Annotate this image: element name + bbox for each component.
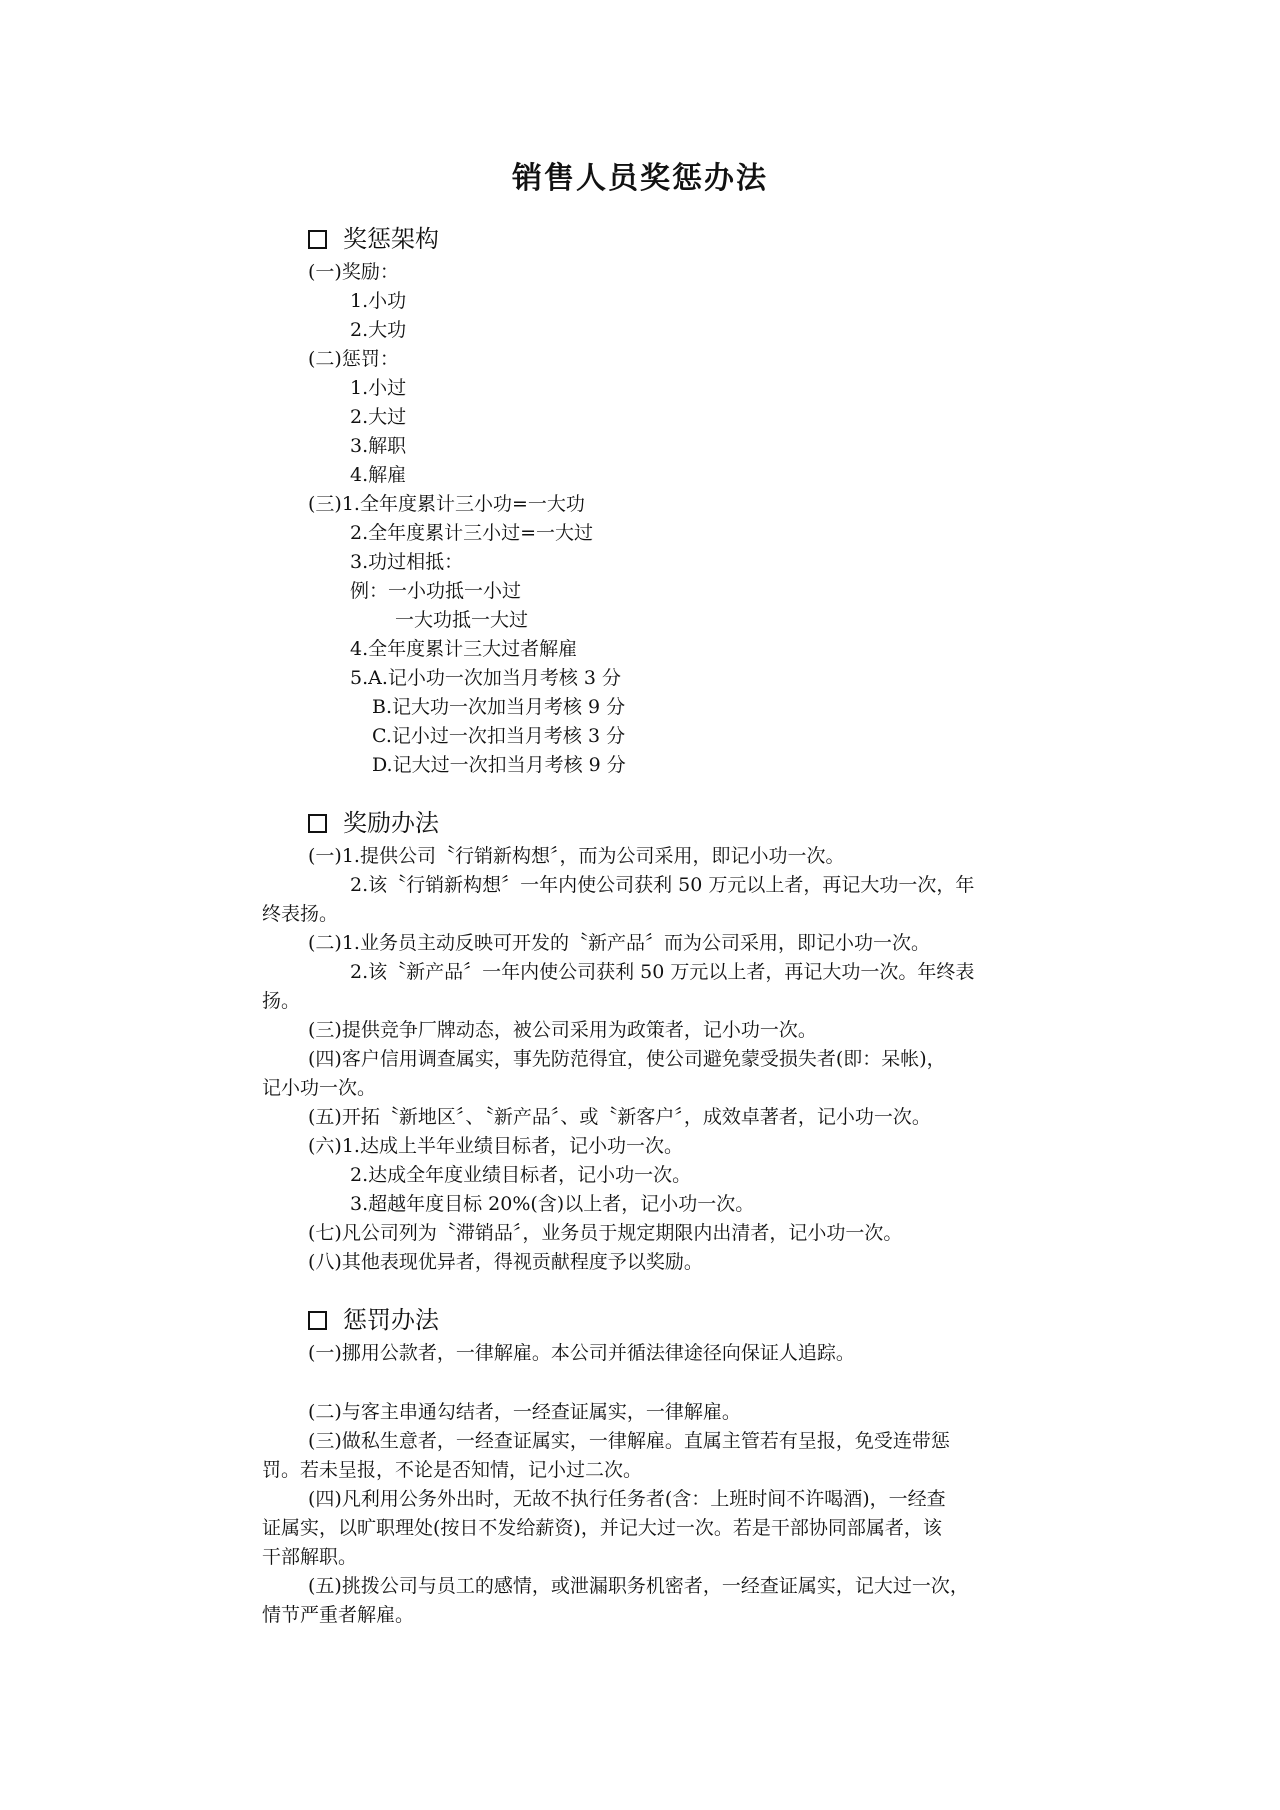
- text-line: 例：一小功抵一小过: [350, 580, 522, 602]
- text-line: (六)1.达成上半年业绩目标者，记小功一次。: [308, 1135, 683, 1157]
- section-heading-text: 奖励办法: [343, 809, 439, 837]
- document-title: 销售人员奖惩办法: [512, 161, 768, 196]
- checkbox-square-icon: [308, 230, 327, 249]
- text-line: 一大功抵一大过: [395, 609, 529, 631]
- text-line: (八)其他表现优异者，得视贡献程度予以奖励。: [308, 1251, 703, 1273]
- text-line: (三)1.全年度累计三小功=一大功: [308, 493, 585, 515]
- section-heading-text: 惩罚办法: [343, 1306, 439, 1334]
- text-line: (三)做私生意者，一经查证属实，一律解雇。直属主管若有呈报，免受连带惩: [308, 1430, 950, 1452]
- text-line: (三)提供竞争厂牌动态，被公司采用为政策者，记小功一次。: [308, 1019, 817, 1041]
- text-line: 终表扬。: [262, 903, 339, 925]
- text-line: (四)客户信用调查属实，事先防范得宜，使公司避免蒙受损失者(即：呆帐)，: [308, 1048, 946, 1070]
- section-heading-penalties: [308, 1305, 439, 1335]
- text-line: (五)挑拨公司与员工的感情，或泄漏职务机密者，一经查证属实，记大过一次，: [308, 1575, 969, 1597]
- text-line: (一)挪用公款者，一律解雇。本公司并循法律途径向保证人追踪。: [308, 1342, 855, 1364]
- text-line: D.记大过一次扣当月考核 9 分: [372, 754, 626, 776]
- text-line: 2.大功: [350, 319, 407, 341]
- text-line: 2.该〝新产品〞一年内使公司获利 50 万元以上者，再记大功一次。年终表: [350, 961, 975, 983]
- section-heading-text: 奖惩架构: [343, 225, 439, 253]
- text-line: (二)与客主串通勾结者，一经查证属实，一律解雇。: [308, 1401, 741, 1423]
- section-heading-rewards: [308, 808, 439, 838]
- text-line: 3.功过相抵：: [350, 551, 464, 573]
- text-line: 扬。: [262, 990, 301, 1012]
- text-line: 情节严重者解雇。: [262, 1604, 415, 1626]
- checkbox-square-icon: [308, 814, 327, 833]
- text-line: 5.A.记小功一次加当月考核 3 分: [350, 667, 622, 689]
- text-line: 2.全年度累计三小过=一大过: [350, 522, 594, 544]
- text-line: (五)开拓〝新地区〞、〝新产品〞、或〝新客户〞，成效卓著者，记小功一次。: [308, 1106, 931, 1128]
- section-heading-structure: [308, 224, 439, 254]
- text-line: B.记大功一次加当月考核 9 分: [372, 696, 626, 718]
- text-line: 3.解职: [350, 435, 407, 457]
- text-line: 干部解职。: [262, 1546, 358, 1568]
- text-line: (七)凡公司列为〝滞销品〞，业务员于规定期限内出清者，记小功一次。: [308, 1222, 903, 1244]
- text-line: 证属实，以旷职理处(按日不发给薪资)，并记大过一次。若是干部协同部属者，该: [262, 1517, 942, 1539]
- text-line: C.记小过一次扣当月考核 3 分: [372, 725, 626, 747]
- text-line: 罚。若未呈报，不论是否知情，记小过二次。: [262, 1459, 643, 1481]
- text-line: (一)1.提供公司〝行销新构想〞，而为公司采用，即记小功一次。: [308, 845, 845, 867]
- text-line: 4.解雇: [350, 464, 407, 486]
- text-line: 1.小过: [350, 377, 407, 399]
- text-line: 2.达成全年度业绩目标者，记小功一次。: [350, 1164, 692, 1186]
- checkbox-square-icon: [308, 1311, 327, 1330]
- text-line: 4.全年度累计三大过者解雇: [350, 638, 578, 660]
- text-line: (一)奖励：: [308, 261, 399, 283]
- text-line: (四)凡利用公务外出时，无故不执行任务者(含：上班时间不许喝酒)，一经查: [308, 1488, 946, 1510]
- text-line: 2.大过: [350, 406, 407, 428]
- text-line: (二)惩罚：: [308, 348, 399, 370]
- text-line: 记小功一次。: [262, 1077, 377, 1099]
- text-line: 1.小功: [350, 290, 407, 312]
- text-line: (二)1.业务员主动反映可开发的〝新产品〞而为公司采用，即记小功一次。: [308, 932, 930, 954]
- text-line: 3.超越年度目标 20%(含)以上者，记小功一次。: [350, 1193, 755, 1215]
- text-line: 2.该〝行销新构想〞一年内使公司获利 50 万元以上者，再记大功一次，年: [350, 874, 975, 896]
